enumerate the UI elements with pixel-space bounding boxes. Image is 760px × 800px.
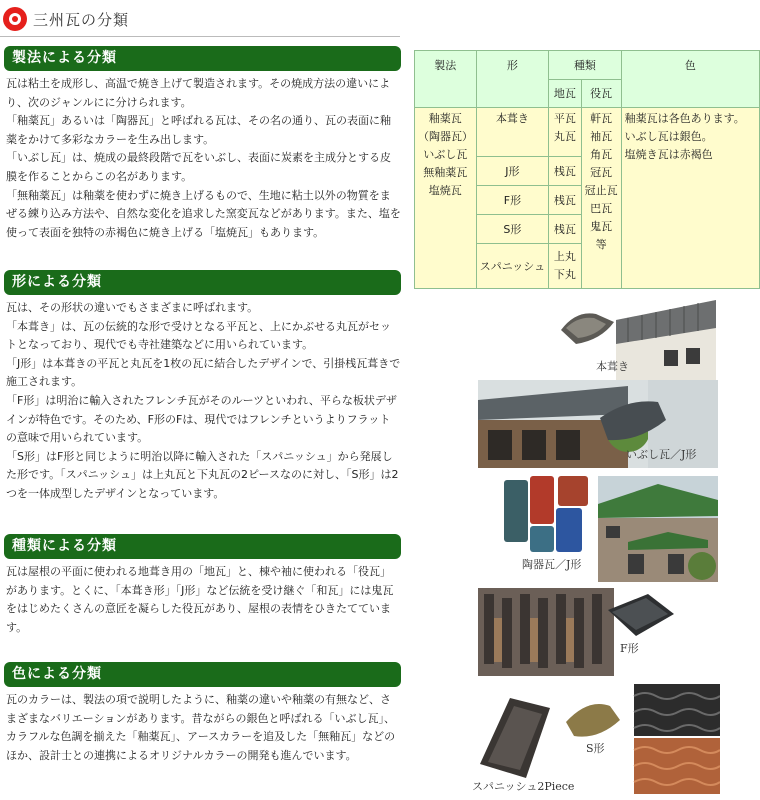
method-item: 無釉薬瓦 — [423, 166, 468, 179]
header-ji: 地瓦 — [549, 79, 581, 108]
color-note: いぶし瓦は銀色。 — [624, 130, 713, 143]
section-method — [4, 46, 401, 242]
section-shape — [4, 270, 401, 504]
paragraph: 「本葺き」は、瓦の伝統的な形で受けとなる平瓦と、上にかぶせる丸瓦がセットとなっており、現代でも寺社建築などに用いられています。 — [6, 319, 391, 352]
paragraph: 瓦のカラーは、製法の項で説明したように、釉薬の違いや釉薬の有無など、さまざまなバリエーションがあります。昔ながらの銀色と呼ばれる「いぶし瓦」、カラフルな色調を揃えた「釉薬瓦」、アースカラーを追及した「無釉瓦」などのほか、設計士との連携によるオリジナルカラーの開発も進んでいます。 — [6, 693, 396, 762]
classification-table — [414, 50, 760, 289]
yaku-value: 角瓦 — [590, 148, 613, 161]
yaku-value: 等 — [595, 238, 607, 251]
ji-value: 丸瓦 — [553, 130, 576, 143]
paragraph: 「いぶし瓦」は、焼成の最終段階で瓦をいぶし、表面に炭素を主成分とする皮膜を作ることからこの名があります。 — [6, 151, 391, 183]
section-title-kind: 種類による分類 — [4, 534, 401, 559]
header-color: 色 — [621, 51, 759, 108]
paragraph: 「無釉薬瓦」は釉薬を使わずに焼き上げるもので、生地に粘土以外の物質をまぜる練り込み方法や、自然な変化を追求した窯変瓦などがあります。また、塩を使って表面を独特の赤褐色に焼き上げる「塩焼瓦」もあります。 — [6, 188, 401, 239]
ji-cell — [549, 108, 581, 157]
photo-label-f: F形 — [620, 642, 639, 655]
yaku-value: 巴瓦 — [590, 202, 613, 215]
yaku-cell — [581, 108, 621, 289]
header-method: 製法 — [415, 51, 477, 108]
photo-label-honbuki: 本葺き — [596, 360, 629, 373]
shape-cell: 本葺き — [476, 108, 549, 157]
shape-cell: スパニッシュ — [476, 244, 549, 289]
section-color — [4, 662, 401, 765]
color-note: 釉薬瓦は各色あります。 — [624, 112, 745, 125]
photo-label-ibushi: いぶし瓦／J形 — [626, 448, 697, 461]
paragraph: 瓦は粘土を成形し、高温で焼き上げて製造されます。その焼成方法の違いにより、次のジャンルにに分けられます。 — [6, 77, 391, 109]
shape-cell: F形 — [476, 186, 549, 215]
paragraph: 「S形」はF形と同じように明治以降に輸入された「スパニッシュ」から発展した形です。「スパニッシュ」は上丸瓦と下丸瓦の2ピースなのに対し、「S形」は2つを一体成型したデザインとなっています。 — [6, 449, 399, 500]
paragraph: 瓦は、その形状の違いでもさまざまに呼ばれます。 — [6, 301, 259, 314]
photo-label-touki: 陶器瓦／J形 — [522, 558, 582, 571]
header-shape: 形 — [476, 51, 549, 108]
photo-ibushi — [478, 380, 718, 468]
page-header — [3, 4, 129, 34]
colors-cell — [621, 108, 759, 289]
section-body-shape — [6, 299, 401, 504]
ji-cell: 桟瓦 — [549, 157, 581, 186]
section-body-kind — [6, 563, 401, 637]
section-title-color: 色による分類 — [4, 662, 401, 687]
section-kind — [4, 534, 401, 637]
photo-f-shape — [478, 588, 678, 676]
section-title-shape: 形による分類 — [4, 270, 401, 295]
ji-cell: 桟瓦 — [549, 215, 581, 244]
section-body-method — [6, 75, 401, 242]
yaku-value: 冠瓦 — [590, 166, 613, 179]
yaku-value: 冠止瓦 — [584, 184, 618, 197]
ji-cell: 桟瓦 — [549, 186, 581, 215]
paragraph: 瓦は屋根の平面に使われる地葺き用の「地瓦」と、棟や袖に使われる「役瓦」があります。とくに、「本葺き形」「J形」など伝統を受け継ぐ「和瓦」には鬼瓦をはじめたくさんの意匠を凝らした役瓦があり、屋根の表情をひきたてています。 — [6, 565, 394, 634]
paragraph: 「J形」は本葺きの平瓦と丸瓦を1枚の瓦に結合したデザインで、引掛桟瓦葺きで施工されます。 — [6, 356, 401, 389]
header-divider — [0, 36, 400, 37]
ji-value: 平瓦 — [553, 112, 576, 125]
method-item: いぶし瓦 — [423, 148, 468, 161]
photo-touki — [500, 474, 596, 574]
shape-cell: J形 — [476, 157, 549, 186]
paragraph: 「F形」は明治に輸入されたフレンチ瓦がそのルーツといわれ、平らな板状デザインが特色です。そのため、F形のFは、現代ではフレンチというよりフラットの意味で用いられています。 — [6, 393, 397, 445]
shape-cell: S形 — [476, 215, 549, 244]
method-item: （陶器瓦） — [418, 130, 473, 143]
ji-value: 下丸 — [553, 268, 576, 281]
company-logo-icon — [3, 7, 27, 31]
ji-cell — [549, 244, 581, 289]
method-item: 釉薬瓦 — [428, 112, 462, 125]
photo-honbuki — [556, 300, 716, 380]
header-yaku: 役瓦 — [581, 79, 621, 108]
yaku-value: 鬼瓦 — [590, 220, 613, 233]
photo-label-s: S形 — [586, 742, 605, 755]
method-item: 塩焼瓦 — [428, 184, 462, 197]
photo-green-roof — [598, 476, 718, 582]
header-kind: 種類 — [549, 51, 621, 80]
ji-value: 上丸 — [553, 250, 576, 263]
section-body-color — [6, 691, 401, 765]
photo-label-spanish: スパニッシュ2Piece — [472, 780, 575, 793]
paragraph: 「釉薬瓦」あるいは「陶器瓦」と呼ばれる瓦は、その名の通り、瓦の表面に釉薬をかけて多彩なカラーを生み出します。 — [6, 114, 391, 146]
methods-cell — [415, 108, 477, 289]
section-title-method: 製法による分類 — [4, 46, 401, 71]
color-note: 塩焼き瓦は赤褐色 — [624, 148, 713, 161]
yaku-value: 軒瓦 — [590, 112, 613, 125]
page-title: 三州瓦の分類 — [33, 10, 130, 29]
photo-s-spanish — [470, 684, 720, 794]
yaku-value: 袖瓦 — [590, 130, 613, 143]
